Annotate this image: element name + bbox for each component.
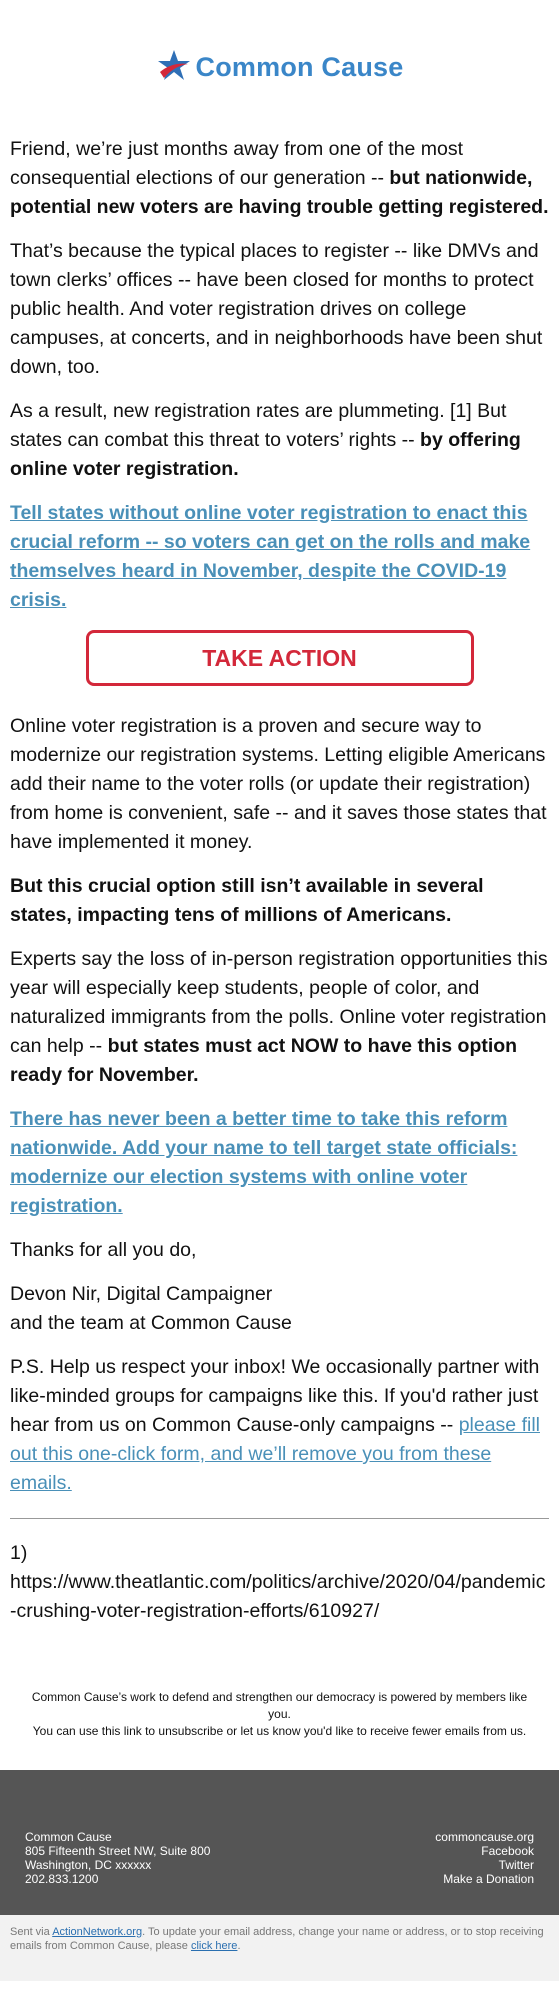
header xyxy=(0,0,559,135)
footer xyxy=(0,1770,559,1915)
footer-link-site[interactable]: commoncause.org xyxy=(435,1830,534,1844)
signature: Devon Nir, Digital Campaigner and the team at Common Cause xyxy=(10,1283,292,1334)
paragraph-closures: That’s because the typical places to register -- like DMVs and town clerks’ offices -- have been closed for months to protect public health. And voter registration drives on college campuses, at concerts, and in neighborhoods have been shut down, too. xyxy=(10,240,543,378)
bottom-note: Sent via ActionNetwork.org. To update your email address, change your name or address, or to stop receiving emails from Common Cause, please click here. xyxy=(0,1915,559,1981)
footer-links xyxy=(435,1830,534,1915)
footer-link-facebook[interactable]: Facebook xyxy=(481,1844,534,1858)
common-cause-logo[interactable] xyxy=(156,48,404,87)
email-body xyxy=(0,135,559,1626)
actionnetwork-link[interactable]: ActionNetwork.org xyxy=(52,1926,143,1938)
opt-out-link[interactable]: please fill out this one-click form, and we’ll remove you from these emails. xyxy=(10,1414,540,1494)
unsubscribe-note[interactable]: You can use this link to unsubscribe or let us know you'd like to receive fewer emails from us. xyxy=(32,1724,527,1738)
take-action-button[interactable]: TAKE ACTION xyxy=(86,630,474,686)
footer-link-twitter[interactable]: Twitter xyxy=(498,1858,534,1872)
click-here-link[interactable]: click here xyxy=(190,1940,238,1952)
cta-container xyxy=(10,630,549,686)
ps-paragraph: P.S. Help us respect your inbox! We occasionally partner with like-minded groups for campaigns like this. If you'd rather just hear from us on Common Cause-only campaigns -- please fill out this one-click form, and we’ll remove you from these emails. xyxy=(10,1356,540,1494)
footnote: 1) https://www.theatlantic.com/politics/archive/2020/04/pandemic-crushing-voter-registration-efforts/610927/ xyxy=(10,1542,546,1622)
petition-link-1[interactable]: Tell states without online voter registration to enact this crucial reform -- so voters can get on the rolls and make themselves heard in November, despite the COVID-19 crisis. xyxy=(10,502,531,611)
paragraph-intro: Friend, we’re just months away from one of the most consequential elections of our generation -- but nationwide, potential new voters are having trouble getting registered. xyxy=(10,138,549,218)
paragraph-link2 xyxy=(10,1105,549,1221)
paragraph-experts: Experts say the loss of in-person registration opportunities this year will especially keep students, people of color, and naturalized immigrants from the polls. Online voter registration can help -- but states must act NOW to have this option ready for November. xyxy=(10,948,548,1086)
members-note: Common Cause’s work to defend and strengthen our democracy is powered by members like you. You can use this link to unsubscribe or let us know you'd like to receive fewer emails from us. xyxy=(0,1641,559,1770)
footer-link-donate[interactable]: Make a Donation xyxy=(443,1872,534,1886)
footer-address: Common Cause 805 Fifteenth Street NW, Suite 800 Washington, DC xxxxxx 202.833.1200 xyxy=(25,1830,211,1886)
thanks-line: Thanks for all you do, xyxy=(10,1239,197,1261)
paragraph-secure: Online voter registration is a proven and secure way to modernize our registration systems. Letting eligible Americans add their name to the voter rolls (or update their registration) from home is convenient, safe -- and it saves those states that have implemented it money. xyxy=(10,715,547,853)
paragraph-rates: As a result, new registration rates are plummeting. [1] But states can combat this threat to voters’ rights -- by offering online voter registration. xyxy=(10,400,521,480)
logo-text: Common Cause xyxy=(195,52,404,82)
paragraph-link1 xyxy=(10,499,549,615)
footnote-url[interactable]: https://www.theatlantic.com/politics/archive/2020/04/pandemic-crushing-voter-registration-efforts/610927/ xyxy=(10,1571,546,1622)
star-icon xyxy=(156,48,192,87)
petition-link-2[interactable]: There has never been a better time to take this reform nationwide. Add your name to tell target state officials: modernize our election systems with online voter registration. xyxy=(10,1108,518,1217)
paragraph-unavailable: But this crucial option still isn’t available in several states, impacting tens of millions of Americans. xyxy=(10,875,484,926)
divider xyxy=(10,1518,549,1519)
